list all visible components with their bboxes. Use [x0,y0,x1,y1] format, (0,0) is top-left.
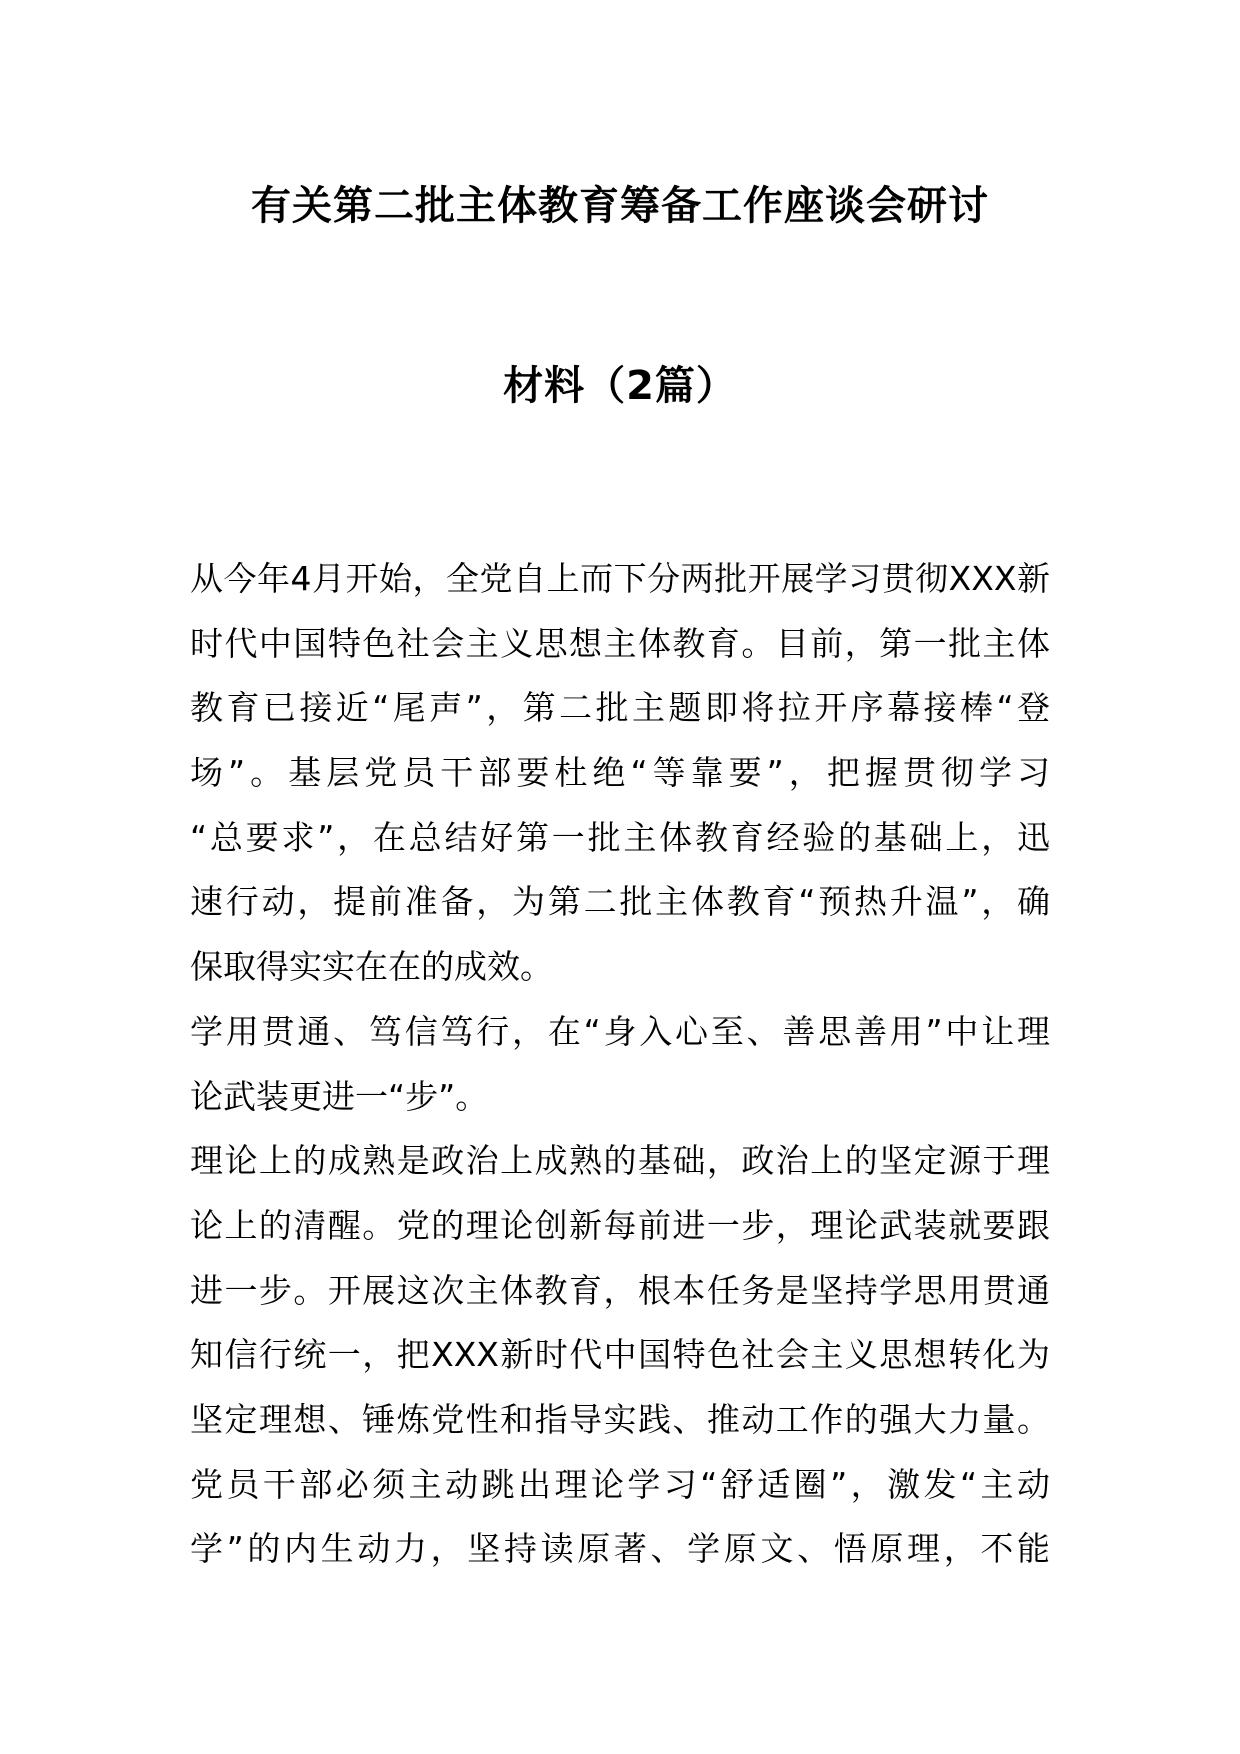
document-body [190,547,1050,1582]
document-title-line-1: 有关第二批主体教育筹备工作座谈会研讨 [251,183,989,229]
body-line: 从今年4月开始，全党自上而下分两批开展学习贯彻XXX新 [190,559,1050,598]
document-title-line-2: 材料（2篇） [503,363,737,409]
body-line: 时代中国特色社会主义思想主体教育。目前，第一批主体 [190,623,1050,663]
body-line: 党员干部必须主动跳出理论学习“舒适圈”，激发“主动 [190,1464,1050,1504]
body-line: 知信行统一，把XXX新时代中国特色社会主义思想转化为 [190,1335,1050,1375]
body-line: 学用贯通、笃信笃行，在“身入心至、善思善用”中让理 [190,1011,1050,1051]
body-line: 学”的内生动力，坚持读原著、学原文、悟原理，不能 [190,1529,1050,1569]
body-line: “总要求”，在总结好第一批主体教育经验的基础上，迅 [190,817,1050,857]
body-line: 速行动，提前准备，为第二批主体教育“预热升温”，确 [190,882,1050,922]
body-line: 论上的清醒。党的理论创新每前进一步，理论武装就要跟 [190,1205,1050,1245]
body-line: 理论上的成熟是政治上成熟的基础，政治上的坚定源于理 [190,1141,1050,1181]
body-line: 坚定理想、锤炼党性和指导实践、推动工作的强大力量。 [190,1399,1050,1439]
body-line: 进一步。开展这次主体教育，根本任务是坚持学思用贯通 [190,1270,1050,1310]
body-line: 保取得实实在在的成效。 [190,947,553,987]
body-line: 教育已接近“尾声”，第二批主题即将拉开序幕接棒“登 [190,688,1050,728]
body-line: 论武装更进一“步”。 [190,1076,489,1116]
body-line: 场”。基层党员干部要杜绝“等靠要”，把握贯彻学习 [190,753,1050,793]
